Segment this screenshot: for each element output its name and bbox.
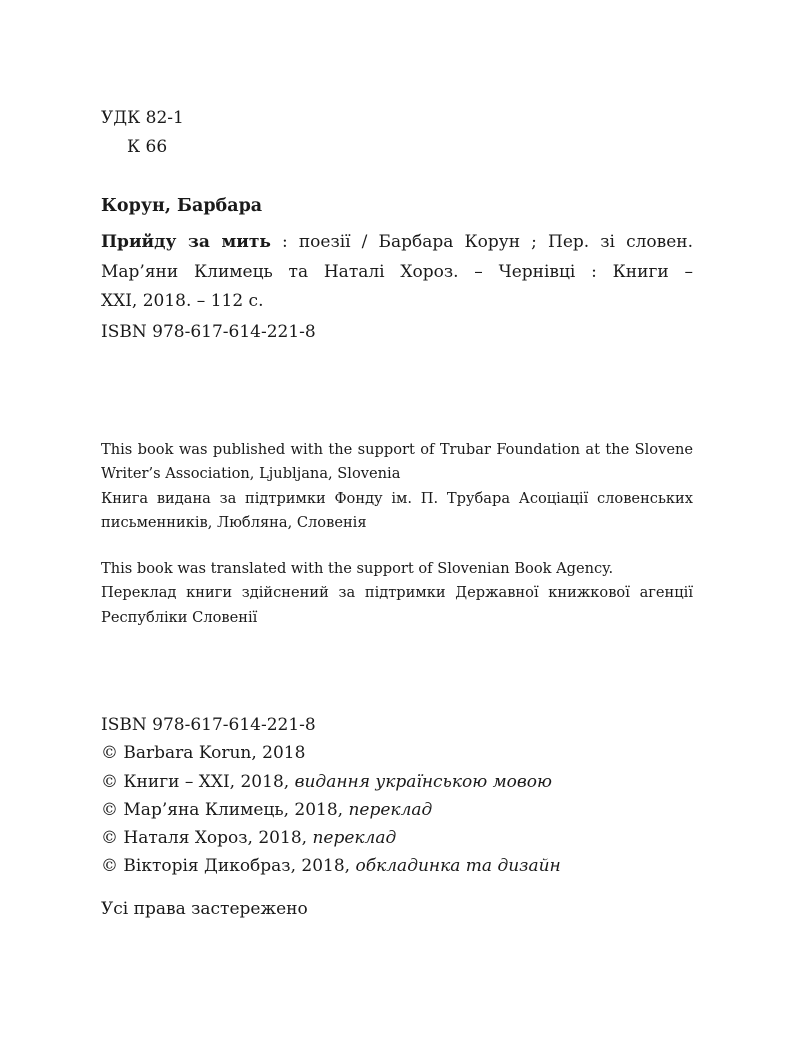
bibliographic-description [101,228,693,317]
copyright-holder: © Вікторія Дикобраз, 2018, [101,856,356,877]
rights-reserved [101,897,693,921]
author-name: Корун, Барбара [101,196,263,216]
book-agency-note [101,557,693,630]
copyright-notices [101,711,693,881]
cutter-code: К 66 [127,137,168,157]
copyright-line [101,824,693,852]
catalogue-isbn [101,320,693,344]
trubar-uk-line-2: письменників, Любляна, Словенія [101,513,367,531]
biblio-line-1 [101,228,693,258]
agency-uk-line-1: Переклад книги здійснений за підтримки Державної книжкової агенції [101,584,693,602]
biblio-line-1-rest: : поезії / Барбара Корун ; Пер. зі словен. [270,232,693,252]
copyright-isbn: ISBN 978-617-614-221-8 [101,715,316,735]
biblio-line-2: Мар’яни Климець та Наталі Хороз. – Чернівці : Книги – [101,261,693,282]
copyright-line [101,768,693,796]
copyright-holder: © Мар’яна Климець, 2018, [101,799,349,820]
isbn-text: ISBN 978-617-614-221-8 [101,322,316,342]
copyright-holder: © Barbara Korun, 2018 [101,743,306,764]
rights-text: Усі права застережено [101,899,308,919]
biblio-line-3: XXI, 2018. – 112 с. [101,291,264,311]
copyright-role: обкладинка та дизайн [355,856,561,877]
agency-en: This book was translated with the support of Slovenian Book Agency. [101,560,614,577]
copyright-line [101,739,693,767]
trubar-uk-line-1: Книга видана за підтримки Фонду ім. П. Трубара Асоціації словенських [101,489,693,507]
copyright-line [101,796,693,824]
copyright-holder: © Книги – XXI, 2018, [101,771,295,792]
classification-codes [101,104,693,162]
trubar-en-line-2: Writer’s Association, Ljubljana, Slovenia [101,465,401,483]
copyright-holder: © Наталя Хороз, 2018, [101,828,313,849]
book-title: Прийду за мить [101,232,271,252]
copyright-role: видання українською мовою [294,771,553,792]
author-heading [101,194,693,218]
copyright-role: переклад [312,828,397,849]
copyright-role: переклад [348,799,433,820]
trubar-foundation-note [101,438,693,535]
trubar-en-line-1: This book was published with the support of Trubar Foundation at the Slovene [101,441,693,458]
agency-uk-line-2: Республіки Словенії [101,608,258,626]
copyright-line [101,852,693,880]
udk-code: УДК 82-1 [101,108,184,128]
